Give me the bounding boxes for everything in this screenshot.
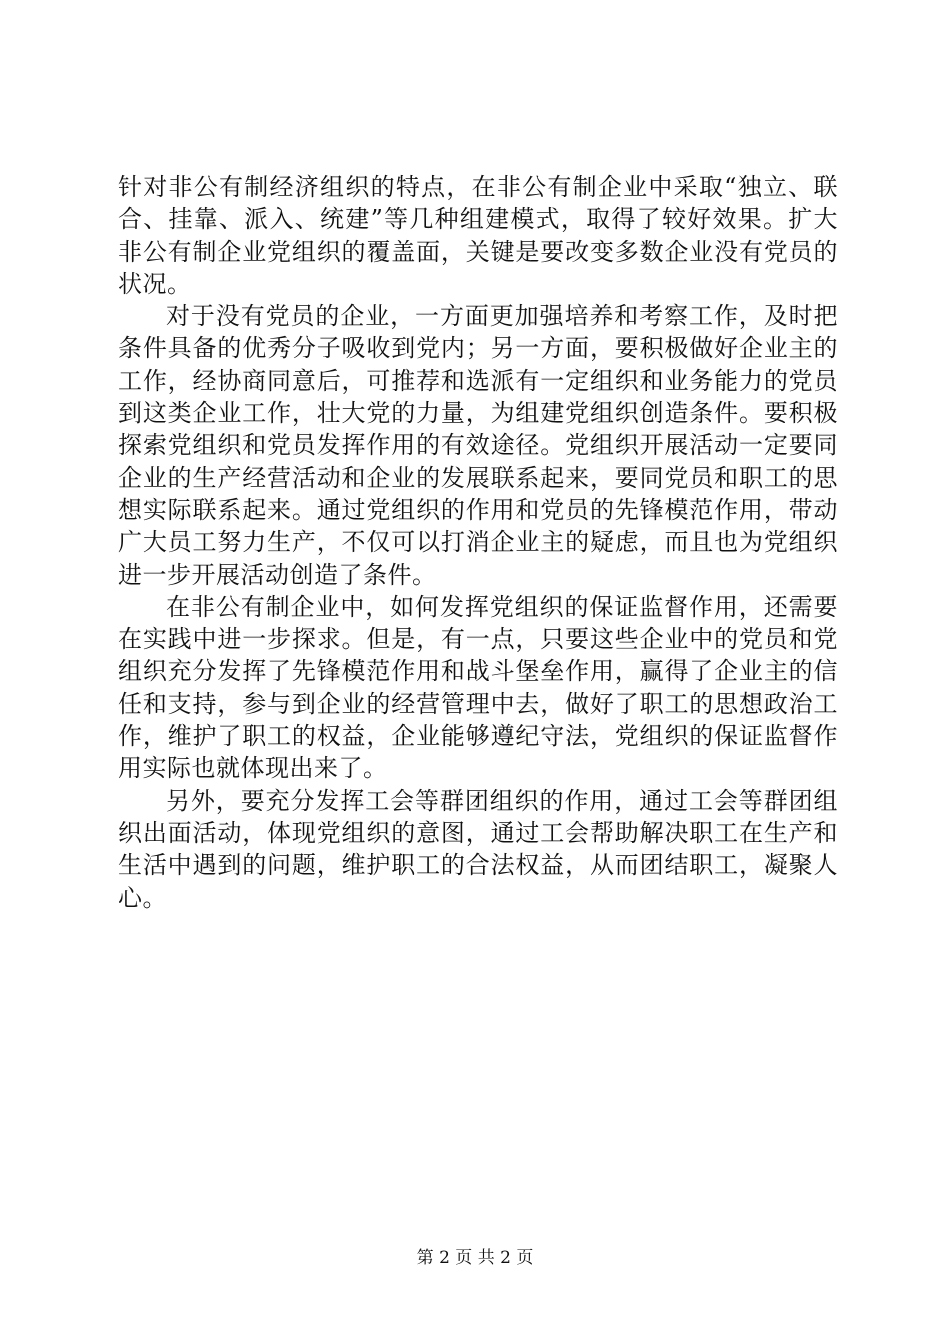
paragraph-2: 对于没有党员的企业，一方面更加强培养和考察工作，及时把条件具备的优秀分子吸收到党内；另一方面，要积极做好企业主的工作，经协商同意后，可推荐和选派有一定组织和业务能力的党员到这类企业工作，壮大党的力量，为组建党组织创造条件。要积极探索党组织和党员发挥作用的有效途径。党组织开展活动一定要同企业的生产经营活动和企业的发展联系起来，要同党员和职工的思想实际联系起来。通过党组织的作用和党员的先锋模范作用，带动广大员工努力生产，不仅可以打消企业主的疑虑，而且也为党组织进一步开展活动创造了条件。 — [118, 302, 838, 589]
page-number-footer: 第 2 页 共 2 页 — [416, 1248, 534, 1268]
document-body — [118, 171, 838, 914]
paragraph-3: 在非公有制企业中，如何发挥党组织的保证监督作用，还需要在实践中进一步探求。但是，有一点，只要这些企业中的党员和党组织充分发挥了先锋模范作用和战斗堡垒作用，赢得了企业主的信任和支持，参与到企业的经营管理中去，做好了职工的思想政治工作，维护了职工的权益，企业能够遵纪守法，党组织的保证监督作用实际也就体现出来了。 — [118, 592, 838, 783]
paragraph-1: 针对非公有制经济组织的特点，在非公有制企业中采取“独立、联合、挂靠、派入、统建”等几种组建模式，取得了较好效果。扩大非公有制企业党组织的覆盖面，关键是要改变多数企业没有党员的状况。 — [118, 173, 838, 298]
paragraph-4: 另外，要充分发挥工会等群团组织的作用，通过工会等群团组织出面活动，体现党组织的意图，通过工会帮助解决职工在生产和生活中遇到的问题，维护职工的合法权益，从而团结职工，凝聚人心。 — [118, 786, 838, 912]
